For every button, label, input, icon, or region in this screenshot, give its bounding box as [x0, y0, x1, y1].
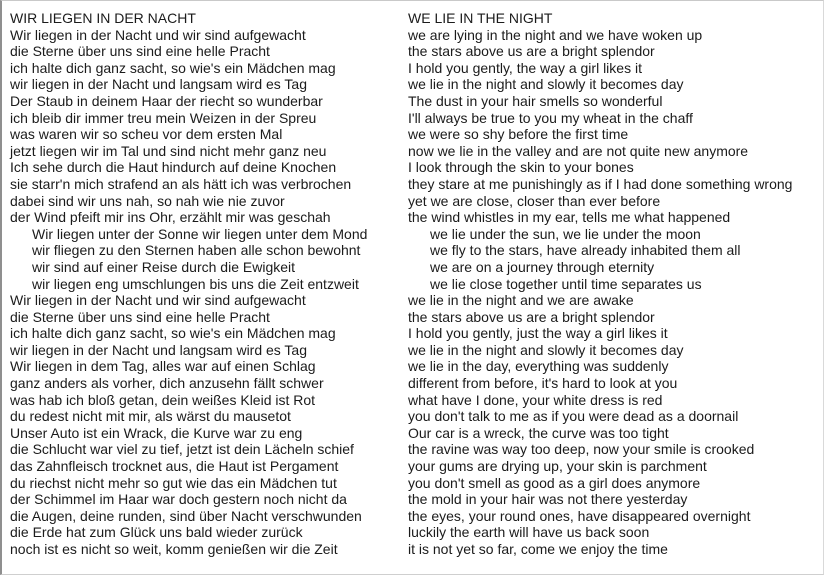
- lyric-line: we lie in the night and slowly it becomes day: [408, 341, 684, 358]
- lyrics-english: [408, 27, 792, 558]
- lyrics-german: [10, 27, 367, 558]
- lyric-line: Wir liegen in der Nacht und wir sind aufgewacht: [10, 26, 306, 43]
- lyric-line: was waren wir so scheu vor dem ersten Mal: [10, 126, 283, 143]
- lyric-line: we lie in the night and we are awake: [408, 292, 634, 309]
- lyric-line: we are lying in the night and we have woken up: [408, 26, 703, 43]
- lyric-line: der Schimmel im Haar war doch gestern noch nicht da: [10, 491, 347, 508]
- lyric-line: noch ist es nicht so weit, komm genießen wir die Zeit: [10, 541, 338, 557]
- lyric-line: the wind whistles in my ear, tells me what happened: [408, 209, 731, 226]
- lyric-line: we lie in the night and slowly it becomes day: [408, 76, 684, 93]
- lyric-line: Ich sehe durch die Haut hindurch auf deine Knochen: [10, 159, 337, 176]
- lyric-line: you don't talk to me as if you were dead as a doornail: [408, 408, 739, 425]
- lyric-line: the eyes, your round ones, have disappeared overnight: [408, 507, 751, 524]
- lyric-line: sie starr'n mich strafend an als hätt ich was verbrochen: [10, 175, 352, 192]
- lyric-line: wir liegen eng umschlungen bis uns die Zeit entzweit: [32, 275, 359, 292]
- lyric-line: The dust in your hair smells so wonderful: [408, 92, 663, 109]
- lyric-line: Wir liegen unter der Sonne wir liegen unter dem Mond: [32, 225, 368, 242]
- lyric-line: you don't smell as good as a girl does anymore: [408, 474, 701, 491]
- lyric-line: we lie in the day, everything was suddenly: [408, 358, 669, 375]
- lyric-line: Unser Auto ist ein Wrack, die Kurve war zu eng: [10, 424, 303, 441]
- lyric-line: luckily the earth will have us back soon: [408, 524, 650, 541]
- lyric-line: wir liegen in der Nacht und langsam wird es Tag: [10, 341, 308, 358]
- lyric-line: we are on a journey through eternity: [430, 258, 655, 275]
- lyric-line: die Sterne über uns sind eine helle Pracht: [10, 308, 270, 325]
- lyric-line: the stars above us are a bright splendor: [408, 43, 655, 60]
- lyric-line: der Wind pfeift mir ins Ohr, erzählt mir was geschah: [10, 209, 331, 226]
- lyric-line: we lie close together until time separates us: [430, 275, 702, 292]
- lyric-line: dabei sind wir uns nah, so nah wie nie zuvor: [10, 192, 285, 209]
- lyric-line: ganz anders als vorher, dich anzusehn fällt schwer: [10, 375, 324, 392]
- lyric-line: ich halte dich ganz sacht, so wie's ein Mädchen mag: [10, 325, 336, 342]
- lyric-line: now we lie in the valley and are not quite new anymore: [408, 142, 749, 159]
- lyric-line: jetzt liegen wir im Tal und sind nicht mehr ganz neu: [10, 142, 327, 159]
- lyric-line: I hold you gently, the way a girl likes it: [408, 59, 642, 76]
- column-title-german: WIR LIEGEN IN DER NACHT: [10, 10, 196, 26]
- lyric-line: wir sind auf einer Reise durch die Ewigkeit: [32, 258, 296, 275]
- lyric-line: du redest nicht mit mir, als wärst du mausetot: [10, 408, 291, 425]
- lyric-line: das Zahnfleisch trocknet aus, die Haut ist Pergament: [10, 458, 339, 475]
- lyric-line: ich bleib dir immer treu mein Weizen in der Spreu: [10, 109, 317, 126]
- lyric-line: wir fliegen zu den Sternen haben alle schon bewohnt: [32, 242, 361, 259]
- lyric-line: Der Staub in deinem Haar der riecht so wunderbar: [10, 92, 323, 109]
- lyric-line: yet we are close, closer than ever before: [408, 192, 661, 209]
- lyric-line: the mold in your hair was not there yesterday: [408, 491, 688, 508]
- lyric-line: die Sterne über uns sind eine helle Pracht: [10, 43, 270, 60]
- lyric-line: we were so shy before the first time: [408, 126, 629, 143]
- column-german: [10, 10, 367, 558]
- column-title-english: WE LIE IN THE NIGHT: [408, 10, 553, 26]
- lyric-line: die Schlucht war viel zu tief, jetzt ist dein Lächeln schief: [10, 441, 354, 458]
- lyric-line: Wir liegen in dem Tag, alles war auf einen Schlag: [10, 358, 316, 375]
- lyric-line: Wir liegen in der Nacht und wir sind aufgewacht: [10, 292, 306, 309]
- lyric-line: they stare at me punishingly as if I had done something wrong: [408, 175, 793, 192]
- lyric-line: ich halte dich ganz sacht, so wie's ein Mädchen mag: [10, 59, 336, 76]
- lyric-line: we lie under the sun, we lie under the moon: [430, 225, 701, 242]
- lyric-line: I hold you gently, just the way a girl likes it: [408, 325, 668, 342]
- lyric-line: we fly to the stars, have already inhabited them all: [430, 242, 741, 259]
- lyric-line: the ravine was way too deep, now your smile is crooked: [408, 441, 755, 458]
- lyric-line: I look through the skin to your bones: [408, 159, 634, 176]
- lyric-line: the stars above us are a bright splendor: [408, 308, 655, 325]
- lyric-line: die Erde hat zum Glück uns bald wieder zurück: [10, 524, 303, 541]
- lyric-line: what have I done, your white dress is red: [408, 391, 663, 408]
- lyric-line: it is not yet so far, come we enjoy the time: [408, 541, 668, 557]
- lyric-line: your gums are drying up, your skin is parchment: [408, 458, 707, 475]
- lyric-line: was hab ich bloß getan, dein weißes Kleid ist Rot: [10, 391, 316, 408]
- lyric-line: Our car is a wreck, the curve was too tight: [408, 424, 669, 441]
- lyric-line: die Augen, deine runden, sind über Nacht verschwunden: [10, 507, 362, 524]
- lyric-line: I'll always be true to you my wheat in the chaff: [408, 109, 693, 126]
- lyric-line: different from before, it's hard to look at you: [408, 375, 678, 392]
- lyric-line: wir liegen in der Nacht und langsam wird es Tag: [10, 76, 308, 93]
- column-english: [408, 10, 792, 558]
- lyric-line: du riechst nicht mehr so gut wie das ein Mädchen tut: [10, 474, 337, 491]
